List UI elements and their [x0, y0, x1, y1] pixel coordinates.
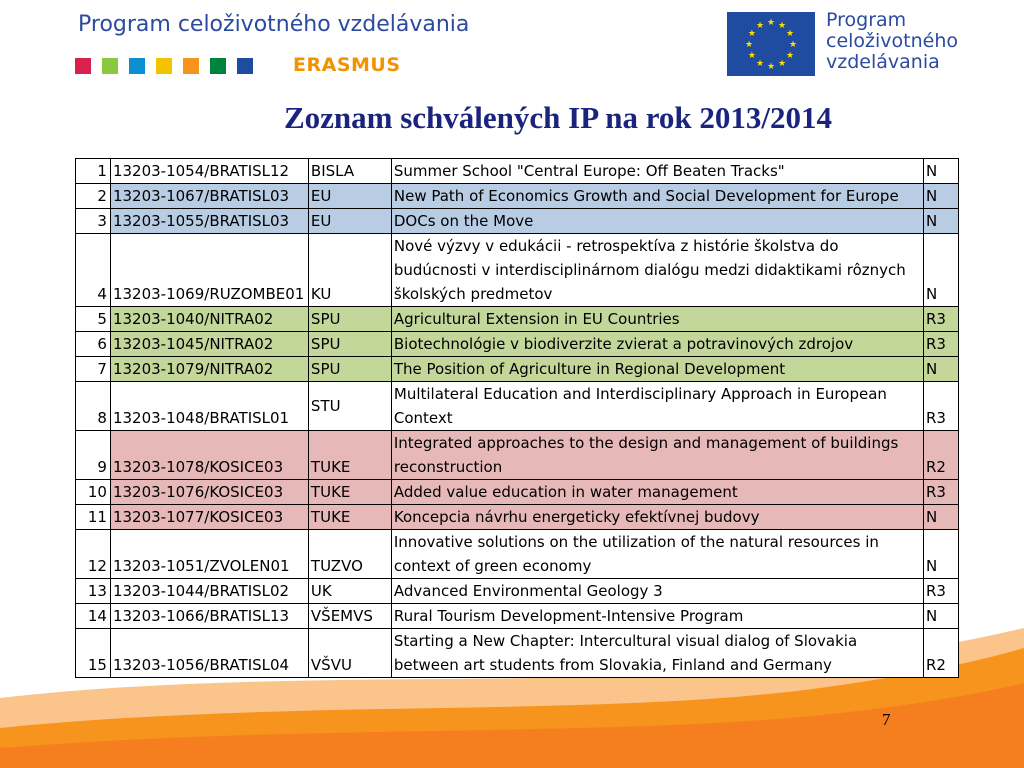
cell-num: 3	[76, 209, 111, 234]
erasmus-label: ERASMUS	[293, 54, 401, 76]
cell-num: 9	[76, 431, 111, 480]
table-row	[76, 604, 959, 629]
cell-code: 13203-1078/KOSICE03	[110, 431, 308, 480]
cell-title: Biotechnológie v biodiverzite zvierat a potravinových zdrojov	[391, 332, 923, 357]
cell-title: The Position of Agriculture in Regional Development	[391, 357, 923, 382]
color-square	[129, 58, 145, 74]
table-row	[76, 505, 959, 530]
cell-inst: UK	[308, 579, 391, 604]
table-row	[76, 579, 959, 604]
eu-star-icon: ★	[788, 40, 798, 50]
cell-title: Rural Tourism Development-Intensive Program	[391, 604, 923, 629]
color-square	[210, 58, 226, 74]
table-row	[76, 307, 959, 332]
cell-code: 13203-1045/NITRA02	[110, 332, 308, 357]
cell-num: 2	[76, 184, 111, 209]
cell-flag: R3	[923, 382, 958, 431]
cell-code: 13203-1056/BRATISL04	[110, 629, 308, 678]
cell-code: 13203-1077/KOSICE03	[110, 505, 308, 530]
cell-num: 12	[76, 530, 111, 579]
program-name: Program celoživotného vzdelávania	[78, 12, 470, 37]
cell-num: 1	[76, 159, 111, 184]
cell-inst: BISLA	[308, 159, 391, 184]
cell-title: Summer School "Central Europe: Off Beaten Tracks"	[391, 159, 923, 184]
cell-title: Multilateral Education and Interdisciplinary Approach in European Context	[391, 382, 923, 431]
color-squares	[75, 58, 253, 74]
table-row	[76, 209, 959, 234]
cell-title: Koncepcia návrhu energeticky efektívnej budovy	[391, 505, 923, 530]
cell-flag: N	[923, 234, 958, 307]
eu-star-icon: ★	[766, 18, 776, 28]
cell-title: Integrated approaches to the design and management of buildings reconstruction	[391, 431, 923, 480]
ip-table	[75, 158, 959, 678]
table-row	[76, 234, 959, 307]
logo-line-1: Program	[826, 9, 907, 31]
cell-inst: SPU	[308, 357, 391, 382]
eu-star-icon: ★	[766, 62, 776, 72]
cell-num: 15	[76, 629, 111, 678]
cell-title: New Path of Economics Growth and Social Development for Europe	[391, 184, 923, 209]
eu-star-icon: ★	[786, 51, 795, 61]
cell-flag: N	[923, 357, 958, 382]
eu-star-icon: ★	[755, 59, 765, 70]
cell-num: 6	[76, 332, 111, 357]
cell-code: 13203-1048/BRATISL01	[110, 382, 308, 431]
table-row	[76, 431, 959, 480]
cell-inst: SPU	[308, 307, 391, 332]
table-row	[76, 357, 959, 382]
table-row	[76, 530, 959, 579]
cell-flag: N	[923, 604, 958, 629]
cell-flag: N	[923, 159, 958, 184]
cell-num: 7	[76, 357, 111, 382]
eu-star-icon: ★	[747, 29, 756, 39]
program-logo-text	[826, 10, 958, 73]
cell-title: Nové výzvy v edukácii - retrospektíva z histórie školstva do budúcnosti v interdisciplinárnom dialógu medzi didaktikami rôznych školských predmetov	[391, 234, 923, 307]
color-square	[102, 58, 118, 74]
cell-num: 13	[76, 579, 111, 604]
eu-star-icon: ★	[777, 59, 787, 70]
cell-flag: R2	[923, 629, 958, 678]
cell-code: 13203-1040/NITRA02	[110, 307, 308, 332]
cell-inst: VŠVU	[308, 629, 391, 678]
eu-star-icon: ★	[755, 20, 765, 31]
table-row	[76, 382, 959, 431]
color-square	[75, 58, 91, 74]
cell-flag: R3	[923, 480, 958, 505]
cell-title: Agricultural Extension in EU Countries	[391, 307, 923, 332]
cell-title: DOCs on the Move	[391, 209, 923, 234]
cell-flag: R3	[923, 332, 958, 357]
slide-title-text: Zoznam schválených IP na rok 2013/2014	[283, 100, 832, 135]
cell-inst: SPU	[308, 332, 391, 357]
cell-num: 4	[76, 234, 111, 307]
eu-star-icon: ★	[777, 20, 787, 31]
cell-flag: R2	[923, 431, 958, 480]
logo-line-3: vzdelávania	[826, 51, 940, 73]
cell-title: Advanced Environmental Geology 3	[391, 579, 923, 604]
slide-title	[0, 100, 1024, 136]
cell-inst: TUZVO	[308, 530, 391, 579]
eu-star-icon: ★	[747, 51, 756, 61]
color-square	[156, 58, 172, 74]
cell-num: 8	[76, 382, 111, 431]
cell-inst: EU	[308, 184, 391, 209]
color-square	[237, 58, 253, 74]
cell-title: Innovative solutions on the utilization of the natural resources in context of green economy	[391, 530, 923, 579]
cell-code: 13203-1076/KOSICE03	[110, 480, 308, 505]
eu-star-icon: ★	[744, 40, 754, 50]
cell-inst: TUKE	[308, 505, 391, 530]
table-row	[76, 184, 959, 209]
eu-flag-icon	[727, 12, 815, 76]
cell-code: 13203-1054/BRATISL12	[110, 159, 308, 184]
cell-flag: R3	[923, 307, 958, 332]
cell-inst: TUKE	[308, 431, 391, 480]
cell-flag: N	[923, 184, 958, 209]
cell-code: 13203-1055/BRATISL03	[110, 209, 308, 234]
cell-flag: R3	[923, 579, 958, 604]
cell-flag: N	[923, 209, 958, 234]
cell-inst: TUKE	[308, 480, 391, 505]
cell-num: 5	[76, 307, 111, 332]
cell-code: 13203-1079/NITRA02	[110, 357, 308, 382]
page-number: 7	[882, 710, 891, 729]
cell-inst: STU	[308, 382, 391, 431]
cell-num: 11	[76, 505, 111, 530]
table-row	[76, 629, 959, 678]
cell-code: 13203-1051/ZVOLEN01	[110, 530, 308, 579]
eu-star-icon: ★	[786, 29, 795, 39]
cell-code: 13203-1067/BRATISL03	[110, 184, 308, 209]
cell-title: Starting a New Chapter: Intercultural visual dialog of Slovakia between art students from Slovakia, Finland and Germany	[391, 629, 923, 678]
cell-flag: N	[923, 505, 958, 530]
cell-code: 13203-1066/BRATISL13	[110, 604, 308, 629]
table-row	[76, 159, 959, 184]
cell-inst: KU	[308, 234, 391, 307]
cell-code: 13203-1069/RUZOMBE01	[110, 234, 308, 307]
cell-code: 13203-1044/BRATISL02	[110, 579, 308, 604]
table-row	[76, 332, 959, 357]
table-row	[76, 480, 959, 505]
cell-num: 10	[76, 480, 111, 505]
cell-title: Added value education in water management	[391, 480, 923, 505]
logo-line-2: celoživotného	[826, 30, 959, 52]
cell-flag: N	[923, 530, 958, 579]
cell-inst: VŠEMVS	[308, 604, 391, 629]
cell-num: 14	[76, 604, 111, 629]
cell-inst: EU	[308, 209, 391, 234]
color-square	[183, 58, 199, 74]
